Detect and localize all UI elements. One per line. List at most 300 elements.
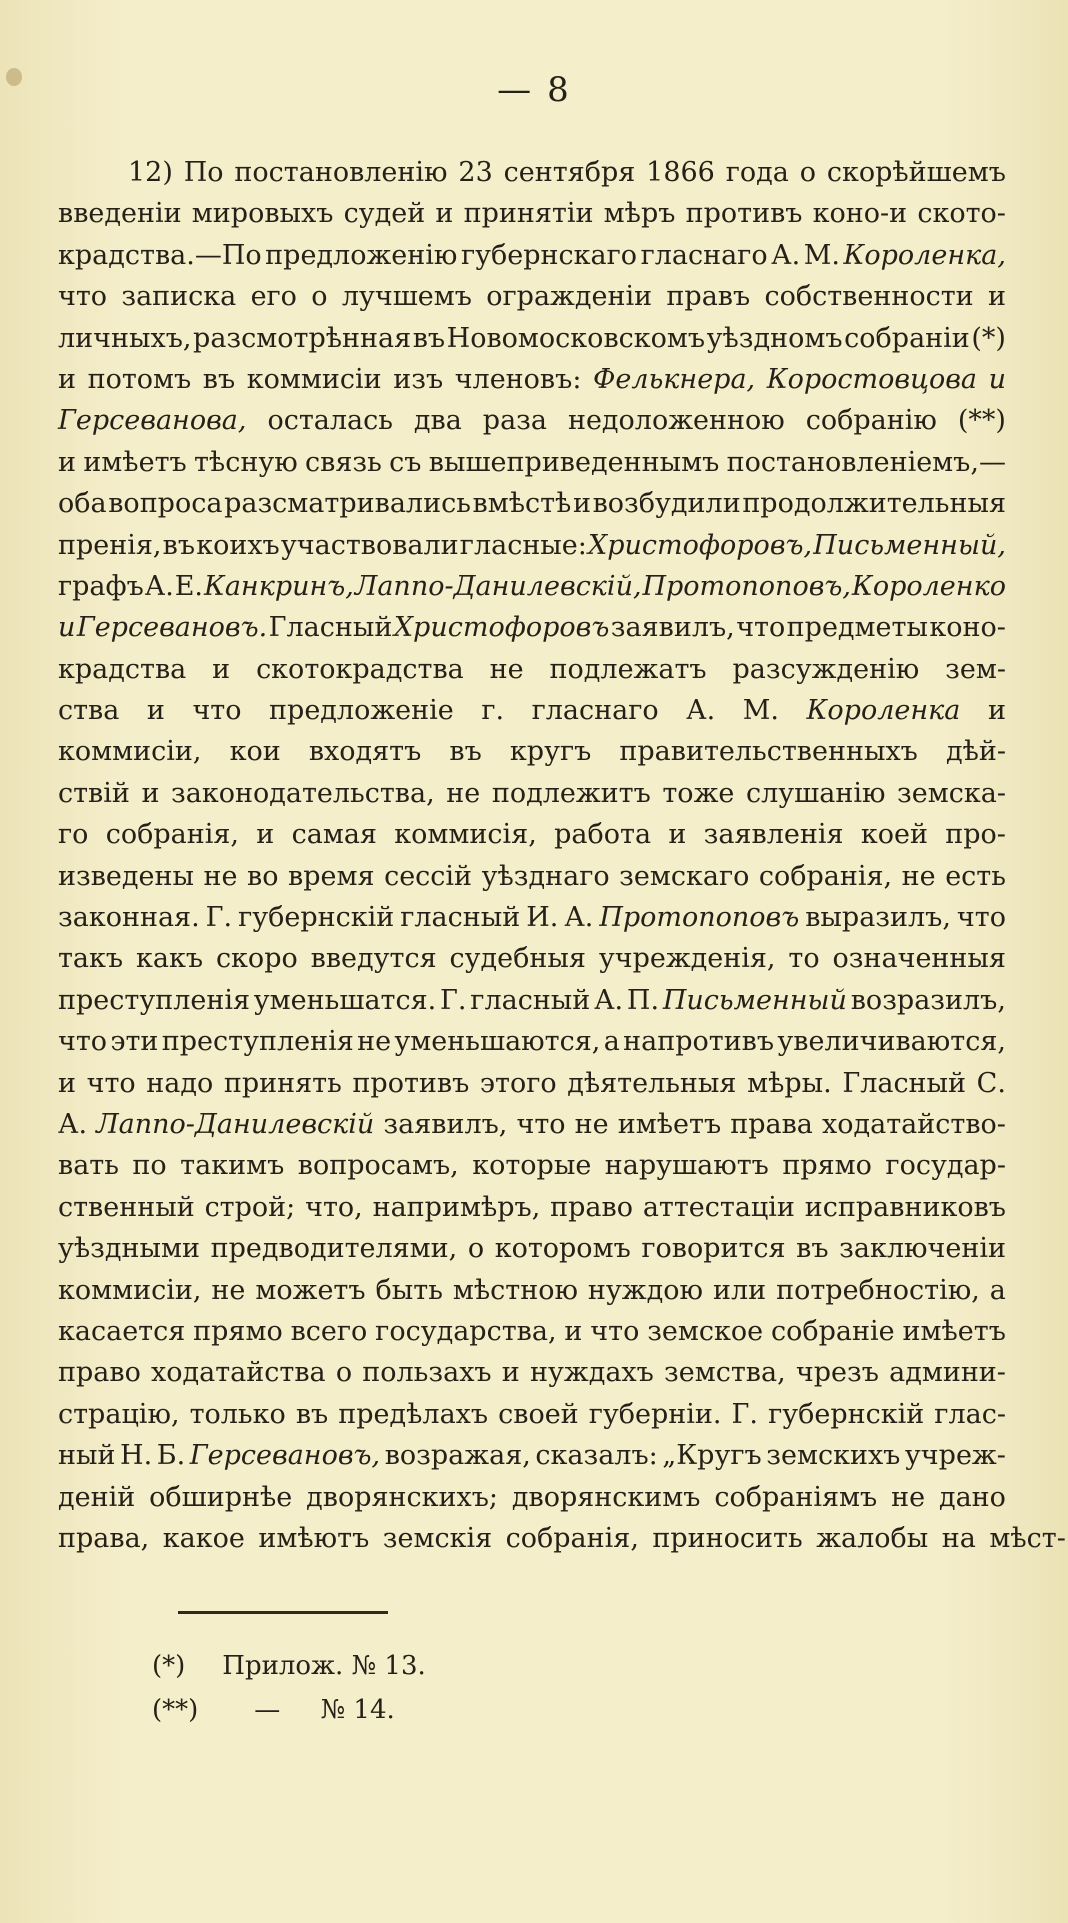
word: пользахъ bbox=[362, 1357, 492, 1389]
word: что bbox=[590, 1315, 640, 1347]
text-line bbox=[58, 1270, 1006, 1311]
word: (*) bbox=[971, 322, 1006, 354]
word: имѣютъ bbox=[258, 1522, 370, 1554]
word: собраніямъ bbox=[714, 1481, 878, 1513]
word: государства, bbox=[375, 1315, 557, 1347]
word: работа bbox=[554, 819, 652, 851]
word: крадства.—По bbox=[58, 239, 262, 271]
word: М. bbox=[742, 695, 779, 727]
word: право bbox=[58, 1357, 141, 1389]
word: чрезъ bbox=[795, 1357, 879, 1389]
italic-name: Лаппо-Данилевскій bbox=[96, 1108, 375, 1140]
word: не bbox=[489, 653, 524, 685]
word: графъ bbox=[58, 570, 144, 602]
word: уменьшаются, bbox=[394, 1026, 601, 1058]
word: мѣръ bbox=[603, 198, 676, 230]
word: судей bbox=[343, 198, 426, 230]
word: государ- bbox=[885, 1150, 1006, 1182]
word: что bbox=[58, 1026, 108, 1058]
word: и bbox=[141, 777, 160, 809]
word: принять bbox=[223, 1067, 342, 1099]
italic-name: Герсеванова, bbox=[58, 405, 247, 437]
word: законодательства, bbox=[171, 777, 435, 809]
word: время bbox=[288, 860, 375, 892]
word: учреж- bbox=[904, 1440, 1006, 1472]
word: коно-и bbox=[812, 198, 908, 230]
footnote-ditto: — bbox=[254, 1695, 281, 1725]
word: что bbox=[956, 902, 1006, 934]
word: введеніи bbox=[58, 198, 182, 230]
word: сессій bbox=[384, 860, 473, 892]
word: А. bbox=[144, 570, 174, 602]
footnote-text: № 14. bbox=[320, 1695, 395, 1725]
text-line bbox=[58, 359, 1006, 400]
word: постановленію bbox=[234, 157, 448, 188]
word: Б. bbox=[156, 1440, 186, 1472]
word: осталась bbox=[267, 405, 393, 437]
word: правъ bbox=[666, 281, 751, 313]
word: дѣй- bbox=[945, 736, 1006, 768]
italic-name: Христофоровъ, bbox=[588, 529, 813, 561]
text-line bbox=[58, 1311, 1006, 1352]
word: съ bbox=[389, 446, 422, 478]
word: по bbox=[132, 1150, 167, 1182]
text-line bbox=[58, 525, 1006, 566]
word: А. bbox=[686, 695, 716, 727]
word: два bbox=[413, 405, 462, 437]
text-line bbox=[58, 235, 1006, 276]
body-text bbox=[58, 152, 1066, 1559]
word: только bbox=[189, 1398, 286, 1430]
italic-name: Короленка bbox=[806, 695, 961, 727]
word: потомъ bbox=[87, 363, 192, 395]
word: въ bbox=[295, 1398, 329, 1430]
footnote-mark: (**) bbox=[152, 1695, 199, 1725]
word: прямо bbox=[782, 1150, 872, 1182]
word: приносить bbox=[652, 1522, 803, 1554]
text-line bbox=[58, 1435, 1006, 1476]
word: и bbox=[256, 819, 275, 851]
word: И. bbox=[526, 902, 559, 934]
italic-name: Герсевановъ, bbox=[189, 1440, 381, 1472]
word: Гласный bbox=[268, 612, 393, 644]
word: коей bbox=[860, 819, 928, 851]
word: въ bbox=[412, 322, 446, 354]
word: 12) bbox=[128, 157, 173, 188]
italic-name: Письменный bbox=[662, 984, 847, 1016]
word: Н. bbox=[120, 1440, 153, 1472]
word: собраніе bbox=[771, 1315, 895, 1347]
text-line bbox=[58, 980, 1006, 1021]
word: гласные: bbox=[459, 529, 587, 561]
word: его bbox=[250, 281, 297, 313]
text-line bbox=[58, 1477, 1006, 1518]
word: предводителями, bbox=[210, 1233, 458, 1265]
text-line bbox=[58, 1145, 1006, 1186]
italic-name: Фелькнера, bbox=[593, 363, 756, 395]
word: что bbox=[516, 1108, 566, 1140]
text-line bbox=[58, 193, 1006, 234]
word: и bbox=[987, 695, 1006, 727]
word: коммисіи, bbox=[58, 736, 202, 768]
word: сентября bbox=[503, 157, 636, 188]
italic-name: Короленко bbox=[851, 570, 1006, 602]
word: подлежитъ bbox=[491, 777, 651, 809]
word: есть bbox=[945, 860, 1006, 892]
word: гласнаго bbox=[640, 239, 768, 271]
word: земское bbox=[647, 1315, 764, 1347]
italic-name: Канкринъ, bbox=[203, 570, 354, 602]
word: подлежатъ bbox=[549, 653, 707, 685]
word: собраніи bbox=[844, 322, 970, 354]
italic-name: и bbox=[988, 363, 1006, 395]
word: что, bbox=[305, 1191, 363, 1223]
text-line bbox=[58, 276, 1006, 317]
word: надо bbox=[146, 1067, 214, 1099]
word: а bbox=[603, 1026, 620, 1058]
word: не bbox=[446, 777, 481, 809]
word: то bbox=[788, 943, 820, 975]
word: дѣятельныя bbox=[567, 1067, 737, 1099]
word: не bbox=[901, 860, 936, 892]
word: Новомосковскомъ bbox=[446, 322, 706, 354]
word: уѣздномъ bbox=[706, 322, 843, 354]
word: собственности bbox=[764, 281, 974, 313]
italic-name: Протопоповъ, bbox=[642, 570, 851, 602]
word: эти bbox=[110, 1026, 159, 1058]
word: коно- bbox=[929, 612, 1006, 644]
word: о bbox=[311, 281, 328, 313]
word: А. bbox=[564, 902, 594, 934]
word: права bbox=[730, 1108, 813, 1140]
word: Гласный bbox=[842, 1067, 967, 1099]
text-line bbox=[58, 318, 1006, 359]
word: земскихъ bbox=[766, 1440, 901, 1472]
word: правительственныхъ bbox=[619, 736, 918, 768]
word: связь bbox=[305, 446, 382, 478]
text-line bbox=[58, 607, 1006, 648]
word: не bbox=[891, 1481, 926, 1513]
text-line bbox=[58, 400, 1006, 441]
word: коммисіи bbox=[246, 363, 382, 395]
word: П. bbox=[626, 984, 660, 1016]
footnote-text: Прилож. № 13. bbox=[222, 1651, 426, 1681]
word: губернскаго bbox=[460, 239, 638, 271]
footnote bbox=[152, 1644, 426, 1688]
word: которые bbox=[472, 1150, 592, 1182]
word: имѣетъ bbox=[617, 1108, 722, 1140]
word: разсужденію bbox=[732, 653, 920, 685]
word: земскія bbox=[382, 1522, 493, 1554]
word: предложеніе bbox=[269, 695, 454, 727]
word: въ bbox=[449, 736, 482, 768]
word: Г. bbox=[205, 902, 233, 934]
word: исправниковъ bbox=[804, 1191, 1006, 1223]
word: вопросамъ, bbox=[297, 1150, 459, 1182]
word: законная. bbox=[58, 902, 200, 934]
word: предѣлахъ bbox=[338, 1398, 489, 1430]
word: о bbox=[799, 157, 816, 188]
word: противъ bbox=[685, 198, 803, 230]
word: дано bbox=[938, 1481, 1006, 1513]
word: говорится bbox=[641, 1233, 786, 1265]
word: дворянскимъ bbox=[511, 1481, 701, 1513]
text-line bbox=[58, 649, 1006, 690]
word: мировыхъ bbox=[191, 198, 334, 230]
word: ходатайство- bbox=[822, 1108, 1006, 1140]
word: что bbox=[736, 612, 786, 644]
word: что bbox=[192, 695, 242, 727]
word: вать bbox=[58, 1150, 119, 1182]
word: касается bbox=[58, 1315, 186, 1347]
word: ства bbox=[58, 695, 120, 727]
word: имѣетъ bbox=[83, 446, 187, 478]
word: и bbox=[501, 1357, 520, 1389]
word: сказалъ: bbox=[535, 1440, 658, 1472]
word: выразилъ, bbox=[805, 902, 951, 934]
text-line bbox=[58, 152, 1006, 193]
word: быть bbox=[375, 1274, 443, 1306]
word: ный bbox=[58, 1440, 116, 1472]
word: заявилъ, bbox=[383, 1108, 508, 1140]
italic-name: Коростовцова bbox=[766, 363, 978, 395]
word: продолжительныя bbox=[742, 488, 1006, 520]
word: глас- bbox=[934, 1398, 1006, 1430]
footnotes bbox=[152, 1644, 426, 1732]
word: введутся bbox=[310, 943, 437, 975]
word: права, bbox=[58, 1522, 150, 1554]
word: „Кругъ bbox=[662, 1440, 762, 1472]
footnote-mark: (*) bbox=[152, 1651, 186, 1681]
word: о bbox=[335, 1357, 353, 1389]
text-line bbox=[58, 897, 1006, 938]
word: прямо bbox=[193, 1315, 283, 1347]
word: гласный bbox=[400, 902, 521, 934]
word: изъ bbox=[393, 363, 444, 395]
word: вышеприведеннымъ bbox=[428, 446, 720, 478]
word: вопроса bbox=[108, 488, 223, 520]
word: страцію, bbox=[58, 1398, 180, 1430]
word: такимъ bbox=[180, 1150, 285, 1182]
word: гласный bbox=[470, 984, 591, 1016]
word: ходатайства bbox=[151, 1357, 326, 1389]
text-line bbox=[58, 1394, 1006, 1435]
word: принятіи bbox=[463, 198, 594, 230]
page-number bbox=[0, 70, 1068, 110]
word: своей bbox=[498, 1398, 579, 1430]
word: коммисіи, bbox=[58, 1274, 202, 1306]
text-line bbox=[58, 814, 1006, 855]
word: и bbox=[987, 281, 1006, 313]
word: (**) bbox=[957, 405, 1006, 437]
word: кои bbox=[229, 736, 281, 768]
word: собранія, bbox=[505, 1522, 639, 1554]
word: которомъ bbox=[494, 1233, 631, 1265]
word: скоро bbox=[215, 943, 298, 975]
word: г. bbox=[481, 695, 505, 727]
word: уѣздными bbox=[58, 1233, 201, 1265]
text-line bbox=[58, 773, 1006, 814]
word: деній bbox=[58, 1481, 136, 1513]
word: судебныя bbox=[449, 943, 586, 975]
word: земства, bbox=[664, 1357, 786, 1389]
word: лучшемъ bbox=[341, 281, 472, 313]
word: губернскій bbox=[768, 1398, 925, 1430]
word: имѣетъ bbox=[902, 1315, 1006, 1347]
word: огражденіи bbox=[486, 281, 653, 313]
word: губерніи. bbox=[588, 1398, 722, 1430]
word: Г. bbox=[731, 1398, 759, 1430]
word: Г. bbox=[440, 984, 467, 1016]
word: разсматривались bbox=[224, 488, 471, 520]
word: мѣст- bbox=[989, 1522, 1066, 1554]
word: какъ bbox=[136, 943, 204, 975]
word: С. bbox=[976, 1067, 1006, 1099]
word: мѣры. bbox=[747, 1067, 832, 1099]
word: можетъ bbox=[255, 1274, 366, 1306]
word: уѣзднаго bbox=[481, 860, 610, 892]
word: а bbox=[989, 1274, 1006, 1306]
word: такъ bbox=[58, 943, 124, 975]
word: и bbox=[58, 446, 76, 478]
word: напротивъ bbox=[623, 1026, 775, 1058]
word: раза bbox=[482, 405, 547, 437]
word: гласнаго bbox=[531, 695, 659, 727]
word: предложенію bbox=[265, 239, 458, 271]
word: не bbox=[211, 1274, 246, 1306]
word: собранія, bbox=[105, 819, 239, 851]
word: По bbox=[183, 157, 224, 188]
word: М. bbox=[803, 239, 840, 271]
word: напримѣръ, bbox=[372, 1191, 541, 1223]
word: учрежденія, bbox=[598, 943, 776, 975]
word: заявленія bbox=[703, 819, 844, 851]
word: года bbox=[725, 157, 789, 188]
text-line bbox=[58, 1063, 1006, 1104]
word: изведены bbox=[58, 860, 194, 892]
word: уменьшатся. bbox=[253, 984, 437, 1016]
footnote-rule bbox=[178, 1611, 388, 1614]
word: разсмотрѣнная bbox=[193, 322, 412, 354]
word: и bbox=[572, 488, 591, 520]
word: недоложенною bbox=[567, 405, 785, 437]
word: возражая, bbox=[384, 1440, 531, 1472]
page-number-dash: — bbox=[497, 70, 534, 110]
word: тѣсную bbox=[194, 446, 298, 478]
word: въ bbox=[202, 363, 236, 395]
text-line bbox=[58, 566, 1006, 607]
word: и bbox=[435, 198, 454, 230]
word: и bbox=[564, 1315, 583, 1347]
italic-name: Короленка, bbox=[843, 239, 1006, 271]
word: земска- bbox=[897, 777, 1006, 809]
word: А. bbox=[771, 239, 801, 271]
text-line bbox=[58, 731, 1006, 772]
word: постановленіемъ,— bbox=[726, 446, 1006, 478]
word: въ bbox=[796, 1233, 829, 1265]
word: 1866 bbox=[646, 157, 715, 188]
word: скорѣйшемъ bbox=[826, 157, 1006, 188]
italic-name: Герсевановъ. bbox=[76, 612, 268, 644]
word: что bbox=[58, 281, 108, 313]
word: возбудили bbox=[592, 488, 741, 520]
text-line bbox=[58, 1518, 1066, 1559]
italic-name: и bbox=[58, 612, 76, 644]
word: о bbox=[467, 1233, 485, 1265]
italic-name: Христофоровъ bbox=[393, 612, 610, 644]
text-line bbox=[58, 1021, 1006, 1062]
italic-name: Лаппо-Данилевскій, bbox=[354, 570, 642, 602]
word: заявилъ, bbox=[610, 612, 735, 644]
word: оба bbox=[58, 488, 107, 520]
word: преступленія bbox=[58, 984, 250, 1016]
word: вмѣстѣ bbox=[472, 488, 572, 520]
text-line bbox=[58, 1352, 1006, 1393]
word: участвовали bbox=[280, 529, 459, 561]
word: самая bbox=[291, 819, 377, 851]
word: во bbox=[247, 860, 279, 892]
word: и bbox=[146, 695, 165, 727]
word: что bbox=[86, 1067, 136, 1099]
word: этого bbox=[479, 1067, 557, 1099]
italic-name: Письменный, bbox=[813, 529, 1006, 561]
word: и bbox=[212, 653, 231, 685]
text-line bbox=[58, 856, 1006, 897]
word: собранію bbox=[805, 405, 937, 437]
word: обширнѣе bbox=[149, 1481, 293, 1513]
word: означенныя bbox=[832, 943, 1006, 975]
page-number-value: 8 bbox=[547, 70, 571, 110]
text-line bbox=[58, 938, 1006, 979]
italic-name: Протопоповъ bbox=[599, 902, 800, 934]
word: нарушаютъ bbox=[604, 1150, 769, 1182]
word: мѣстною bbox=[452, 1274, 578, 1306]
word: потребностію, bbox=[776, 1274, 980, 1306]
word: админи- bbox=[889, 1357, 1006, 1389]
word: аттестаціи bbox=[642, 1191, 795, 1223]
footnote bbox=[152, 1688, 426, 1732]
word: заключеніи bbox=[839, 1233, 1006, 1265]
word: записка bbox=[121, 281, 237, 313]
word: А. bbox=[58, 1108, 88, 1140]
text-line bbox=[58, 690, 1006, 731]
word: 23 bbox=[458, 157, 493, 188]
word: коммисія, bbox=[394, 819, 537, 851]
word: увеличиваются, bbox=[777, 1026, 1006, 1058]
word: какое bbox=[162, 1522, 245, 1554]
word: или bbox=[712, 1274, 767, 1306]
text-line bbox=[58, 1228, 1006, 1269]
text-line bbox=[58, 1104, 1006, 1145]
word: всего bbox=[290, 1315, 368, 1347]
word: про- bbox=[945, 819, 1006, 851]
word: нуждахъ bbox=[529, 1357, 654, 1389]
word: тоже bbox=[662, 777, 735, 809]
word: право bbox=[550, 1191, 633, 1223]
word: зем- bbox=[945, 653, 1006, 685]
text-line bbox=[58, 1187, 1006, 1228]
word: входятъ bbox=[308, 736, 422, 768]
word: въ bbox=[162, 529, 196, 561]
word: не bbox=[574, 1108, 609, 1140]
word: скотокрадства bbox=[256, 653, 464, 685]
word: А. bbox=[594, 984, 624, 1016]
word: не bbox=[203, 860, 238, 892]
word: ското- bbox=[917, 198, 1006, 230]
word: предметы bbox=[786, 612, 928, 644]
word: слушанію bbox=[745, 777, 886, 809]
word: противъ bbox=[352, 1067, 470, 1099]
